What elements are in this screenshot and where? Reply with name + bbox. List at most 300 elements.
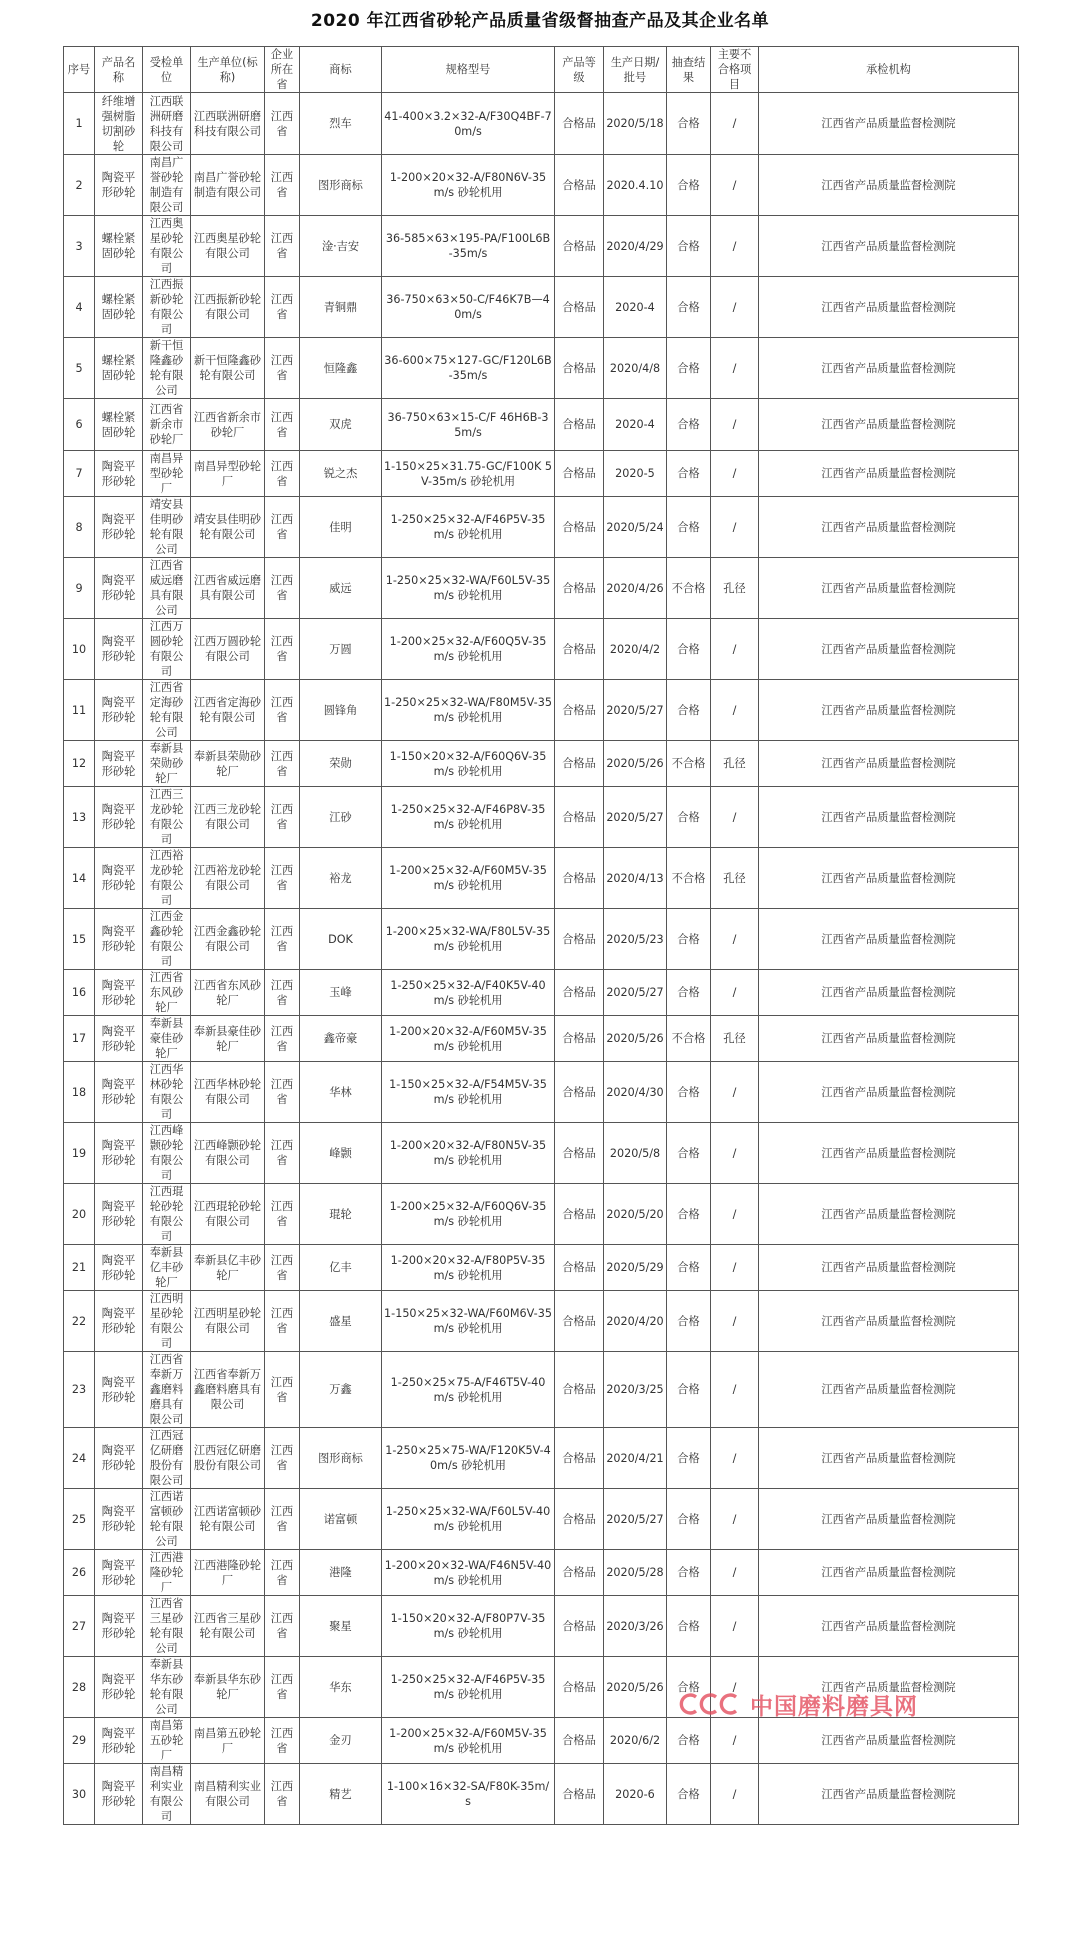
table-cell: / xyxy=(711,155,759,216)
table-cell: 江西省产品质量监督检测院 xyxy=(759,1428,1019,1489)
table-cell: 合格 xyxy=(667,1291,711,1352)
table-cell: 陶瓷平形砂轮 xyxy=(95,1428,143,1489)
table-cell: 江西省产品质量监督检测院 xyxy=(759,1184,1019,1245)
table-cell: 万圆 xyxy=(300,619,382,680)
table-cell: 合格 xyxy=(667,277,711,338)
table-cell: 陶瓷平形砂轮 xyxy=(95,787,143,848)
table-cell: 1-250×25×75-WA/F120K5V-40m/s 砂轮机用 xyxy=(382,1428,555,1489)
table-cell: 江西省 xyxy=(265,497,300,558)
table-cell: 江砂 xyxy=(300,787,382,848)
table-cell: 合格 xyxy=(667,399,711,451)
table-cell: 江西省 xyxy=(265,970,300,1016)
table-cell: 合格 xyxy=(667,1718,711,1764)
table-cell: 7 xyxy=(64,451,95,497)
table-cell: 新干恒隆鑫砂轮有限公司 xyxy=(143,338,191,399)
table-cell: 合格 xyxy=(667,1062,711,1123)
table-cell: 江西省产品质量监督检测院 xyxy=(759,399,1019,451)
table-cell: 江西诺富顿砂轮有限公司 xyxy=(143,1489,191,1550)
table-cell: 合格品 xyxy=(555,1550,604,1596)
table-cell: 合格品 xyxy=(555,1184,604,1245)
table-cell: / xyxy=(711,338,759,399)
table-cell: 1-250×25×32-A/F46P8V-35m/s 砂轮机用 xyxy=(382,787,555,848)
table-cell: 江西省 xyxy=(265,277,300,338)
table-cell: 江西明星砂轮有限公司 xyxy=(143,1291,191,1352)
table-cell: 江西省产品质量监督检测院 xyxy=(759,680,1019,741)
table-cell: 金刃 xyxy=(300,1718,382,1764)
table-cell: / xyxy=(711,1245,759,1291)
table-cell: 2020/4/2 xyxy=(604,619,667,680)
table-cell: 螺栓紧固砂轮 xyxy=(95,216,143,277)
header-cell: 序号 xyxy=(64,47,95,93)
table-cell: DOK xyxy=(300,909,382,970)
table-cell: 江西省 xyxy=(265,1718,300,1764)
table-cell: 江西省 xyxy=(265,787,300,848)
table-cell: 2020-6 xyxy=(604,1764,667,1825)
table-cell: 万鑫 xyxy=(300,1352,382,1428)
table-cell: 新干恒隆鑫砂轮有限公司 xyxy=(191,338,265,399)
table-cell: 江西省产品质量监督检测院 xyxy=(759,558,1019,619)
table-cell: 14 xyxy=(64,848,95,909)
table-cell: 裕龙 xyxy=(300,848,382,909)
table-cell: 奉新县华东砂轮有限公司 xyxy=(143,1657,191,1718)
table-cell: 21 xyxy=(64,1245,95,1291)
table-cell: / xyxy=(711,1657,759,1718)
table-cell: 江西省产品质量监督检测院 xyxy=(759,451,1019,497)
header-cell: 承检机构 xyxy=(759,47,1019,93)
table-cell: 江西省东风砂轮厂 xyxy=(191,970,265,1016)
table-cell: 合格 xyxy=(667,1657,711,1718)
table-cell: 合格品 xyxy=(555,1764,604,1825)
table-cell: 陶瓷平形砂轮 xyxy=(95,1489,143,1550)
table-cell: 江西省 xyxy=(265,558,300,619)
table-cell: 陶瓷平形砂轮 xyxy=(95,558,143,619)
table-cell: 4 xyxy=(64,277,95,338)
table-cell: 淦·吉安 xyxy=(300,216,382,277)
table-cell: 江西省产品质量监督检测院 xyxy=(759,1245,1019,1291)
table-cell: 图形商标 xyxy=(300,1428,382,1489)
table-cell: 合格品 xyxy=(555,497,604,558)
table-cell: 1-200×20×32-A/F80P5V-35m/s 砂轮机用 xyxy=(382,1245,555,1291)
table-cell: / xyxy=(711,93,759,155)
table-cell: / xyxy=(711,277,759,338)
table-cell: 江西省产品质量监督检测院 xyxy=(759,741,1019,787)
table-cell: 合格 xyxy=(667,1428,711,1489)
table-cell: 1-200×25×32-A/F60Q6V-35m/s 砂轮机用 xyxy=(382,1184,555,1245)
table-cell: 1-250×25×32-A/F40K5V-40m/s 砂轮机用 xyxy=(382,970,555,1016)
table-cell: 江西联洲研磨科技有限公司 xyxy=(191,93,265,155)
table-cell: 36-600×75×127-GC/F120L6B-35m/s xyxy=(382,338,555,399)
table-cell: 2020/5/27 xyxy=(604,787,667,848)
table-row xyxy=(64,1291,1019,1352)
table-cell: 江西省产品质量监督检测院 xyxy=(759,970,1019,1016)
table-cell: 1-200×20×32-A/F60M5V-35m/s 砂轮机用 xyxy=(382,1016,555,1062)
table-cell: 陶瓷平形砂轮 xyxy=(95,1657,143,1718)
table-cell: 螺栓紧固砂轮 xyxy=(95,399,143,451)
table-cell: 江西省 xyxy=(265,1016,300,1062)
table-cell: 江西省产品质量监督检测院 xyxy=(759,1352,1019,1428)
table-cell: 南昌第五砂轮厂 xyxy=(191,1718,265,1764)
table-cell: 合格 xyxy=(667,216,711,277)
table-cell: 2020/4/8 xyxy=(604,338,667,399)
table-cell: 合格 xyxy=(667,1184,711,1245)
table-cell: 36-585×63×195-PA/F100L6B-35m/s xyxy=(382,216,555,277)
table-cell: 合格品 xyxy=(555,451,604,497)
table-cell: 陶瓷平形砂轮 xyxy=(95,1016,143,1062)
table-cell: 10 xyxy=(64,619,95,680)
table-cell: 陶瓷平形砂轮 xyxy=(95,497,143,558)
table-cell: 1-150×20×32-A/F60Q6V-35m/s 砂轮机用 xyxy=(382,741,555,787)
table-cell: 29 xyxy=(64,1718,95,1764)
table-cell: 江西省定海砂轮有限公司 xyxy=(143,680,191,741)
table-cell: 2020/6/2 xyxy=(604,1718,667,1764)
table-cell: 江西省 xyxy=(265,1245,300,1291)
table-row xyxy=(64,558,1019,619)
table-cell: 陶瓷平形砂轮 xyxy=(95,741,143,787)
table-cell: 2020-4 xyxy=(604,277,667,338)
table-cell: / xyxy=(711,216,759,277)
table-cell: 奉新县荣勋砂轮厂 xyxy=(191,741,265,787)
table-cell: 圆锋角 xyxy=(300,680,382,741)
table-row xyxy=(64,787,1019,848)
table-cell: 合格 xyxy=(667,619,711,680)
table-cell: 合格品 xyxy=(555,741,604,787)
table-cell: 江西省新余市砂轮厂 xyxy=(191,399,265,451)
table-row xyxy=(64,848,1019,909)
table-cell: 1-200×25×32-WA/F80L5V-35m/s 砂轮机用 xyxy=(382,909,555,970)
table-cell: 江西省 xyxy=(265,741,300,787)
table-cell: 2 xyxy=(64,155,95,216)
table-cell: 鑫帝豪 xyxy=(300,1016,382,1062)
table-cell: 2020/5/26 xyxy=(604,1657,667,1718)
table-cell: 合格 xyxy=(667,680,711,741)
header-cell: 产品名称 xyxy=(95,47,143,93)
table-cell: 2020/4/21 xyxy=(604,1428,667,1489)
table-cell: 2020.4.10 xyxy=(604,155,667,216)
table-cell: 8 xyxy=(64,497,95,558)
table-cell: 17 xyxy=(64,1016,95,1062)
table-cell: 合格 xyxy=(667,1489,711,1550)
table-cell: 不合格 xyxy=(667,741,711,787)
table-row xyxy=(64,155,1019,216)
table-cell: 琨轮 xyxy=(300,1184,382,1245)
table-row xyxy=(64,451,1019,497)
table-cell: 江西省产品质量监督检测院 xyxy=(759,93,1019,155)
table-cell: 合格品 xyxy=(555,1123,604,1184)
table-cell: 江西省 xyxy=(265,338,300,399)
table-cell: / xyxy=(711,1764,759,1825)
table-cell: 江西省 xyxy=(265,909,300,970)
table-cell: 锐之杰 xyxy=(300,451,382,497)
table-cell: 江西万圆砂轮有限公司 xyxy=(191,619,265,680)
table-cell: 陶瓷平形砂轮 xyxy=(95,1718,143,1764)
table-cell: 靖安县佳明砂轮有限公司 xyxy=(191,497,265,558)
table-cell: 双虎 xyxy=(300,399,382,451)
table-cell: 41-400×3.2×32-A/F30Q4BF-70m/s xyxy=(382,93,555,155)
table-cell: 1-200×20×32-WA/F46N5V-40m/s 砂轮机用 xyxy=(382,1550,555,1596)
table-cell: 孔径 xyxy=(711,558,759,619)
table-row xyxy=(64,619,1019,680)
table-cell: 江西省 xyxy=(265,1062,300,1123)
table-cell: 1-100×16×32-SA/F80K-35m/s xyxy=(382,1764,555,1825)
table-cell: 江西省 xyxy=(265,1428,300,1489)
table-cell: 江西振新砂轮有限公司 xyxy=(191,277,265,338)
table-cell: 江西省 xyxy=(265,1596,300,1657)
table-cell: 2020/5/20 xyxy=(604,1184,667,1245)
table-cell: 江西省 xyxy=(265,93,300,155)
table-row xyxy=(64,1718,1019,1764)
table-cell: 22 xyxy=(64,1291,95,1352)
table-cell: 合格 xyxy=(667,1245,711,1291)
table-cell: 合格品 xyxy=(555,619,604,680)
table-cell: 江西省奉新万鑫磨料磨具有限公司 xyxy=(191,1352,265,1428)
table-cell: 陶瓷平形砂轮 xyxy=(95,155,143,216)
table-row xyxy=(64,1016,1019,1062)
table-cell: 江西省产品质量监督检测院 xyxy=(759,216,1019,277)
table-cell: / xyxy=(711,497,759,558)
table-cell: 江西省产品质量监督检测院 xyxy=(759,1596,1019,1657)
table-cell: 南昌广誉砂轮制造有限公司 xyxy=(191,155,265,216)
table-cell: 江西省产品质量监督检测院 xyxy=(759,155,1019,216)
header-cell: 规格型号 xyxy=(382,47,555,93)
header-cell: 抽查结果 xyxy=(667,47,711,93)
table-cell: 36-750×63×15-C/F 46H6B-35m/s xyxy=(382,399,555,451)
table-cell: 合格品 xyxy=(555,1428,604,1489)
table-cell: 江西冠亿研磨股份有限公司 xyxy=(191,1428,265,1489)
table-cell: 江西金鑫砂轮有限公司 xyxy=(191,909,265,970)
table-cell: 江西省产品质量监督检测院 xyxy=(759,848,1019,909)
table-cell: 诺富顿 xyxy=(300,1489,382,1550)
header-cell: 生产单位(标称) xyxy=(191,47,265,93)
table-cell: 孔径 xyxy=(711,1016,759,1062)
table-cell: / xyxy=(711,1596,759,1657)
table-cell: 江西省产品质量监督检测院 xyxy=(759,1489,1019,1550)
table-cell: 1-200×20×32-A/F80N6V-35m/s 砂轮机用 xyxy=(382,155,555,216)
table-cell: 江西省产品质量监督检测院 xyxy=(759,1062,1019,1123)
table-cell: 18 xyxy=(64,1062,95,1123)
table-cell: 陶瓷平形砂轮 xyxy=(95,1123,143,1184)
table-cell: 江西省 xyxy=(265,399,300,451)
table-cell: 奉新县荣勋砂轮厂 xyxy=(143,741,191,787)
table-cell: 陶瓷平形砂轮 xyxy=(95,1062,143,1123)
table-cell: 合格品 xyxy=(555,155,604,216)
table-cell: / xyxy=(711,909,759,970)
table-cell: / xyxy=(711,399,759,451)
table-cell: 华林 xyxy=(300,1062,382,1123)
table-cell: 合格品 xyxy=(555,558,604,619)
table-cell: 南昌异型砂轮厂 xyxy=(191,451,265,497)
header-cell: 产品等级 xyxy=(555,47,604,93)
table-cell: 陶瓷平形砂轮 xyxy=(95,1596,143,1657)
table-cell: 螺栓紧固砂轮 xyxy=(95,338,143,399)
table-cell: 港隆 xyxy=(300,1550,382,1596)
table-cell: 陶瓷平形砂轮 xyxy=(95,1291,143,1352)
header-cell: 商标 xyxy=(300,47,382,93)
table-cell: 江西省 xyxy=(265,1352,300,1428)
table-cell: 江西省产品质量监督检测院 xyxy=(759,1123,1019,1184)
table-cell: 陶瓷平形砂轮 xyxy=(95,1764,143,1825)
table-cell: 26 xyxy=(64,1550,95,1596)
table-cell: 奉新县豪佳砂轮厂 xyxy=(143,1016,191,1062)
table-cell: 合格 xyxy=(667,451,711,497)
table-row xyxy=(64,741,1019,787)
table-cell: 江西港隆砂轮厂 xyxy=(191,1550,265,1596)
table-cell: 恒隆鑫 xyxy=(300,338,382,399)
table-cell: 江西诺富顿砂轮有限公司 xyxy=(191,1489,265,1550)
table-cell: / xyxy=(711,1352,759,1428)
watermark-text: 中国磨料磨具网 xyxy=(750,1693,918,1720)
table-cell: 精艺 xyxy=(300,1764,382,1825)
table-cell: 盛星 xyxy=(300,1291,382,1352)
table-cell: 合格 xyxy=(667,338,711,399)
table-cell: 陶瓷平形砂轮 xyxy=(95,1245,143,1291)
watermark-logo-icon xyxy=(676,1691,746,1717)
table-cell: 江西省产品质量监督检测院 xyxy=(759,619,1019,680)
table-row xyxy=(64,1428,1019,1489)
table-cell: / xyxy=(711,1062,759,1123)
table-cell: 江西省三星砂轮有限公司 xyxy=(143,1596,191,1657)
page-title: 2020 年江西省砂轮产品质量省级督抽查产品及其企业名单 xyxy=(310,11,770,31)
table-cell: 1-250×25×32-WA/F60L5V-35m/s 砂轮机用 xyxy=(382,558,555,619)
table-cell: / xyxy=(711,619,759,680)
table-cell: 2020/4/20 xyxy=(604,1291,667,1352)
table-cell: 合格品 xyxy=(555,216,604,277)
table-cell: 江西省定海砂轮有限公司 xyxy=(191,680,265,741)
table-row xyxy=(64,1489,1019,1550)
table-cell: 11 xyxy=(64,680,95,741)
table-cell: 江西明星砂轮有限公司 xyxy=(191,1291,265,1352)
table-cell: 2020/5/26 xyxy=(604,741,667,787)
table-row xyxy=(64,216,1019,277)
table-row xyxy=(64,497,1019,558)
table-row xyxy=(64,399,1019,451)
table-cell: 19 xyxy=(64,1123,95,1184)
table-cell: 合格品 xyxy=(555,1657,604,1718)
table-cell: 2020/4/13 xyxy=(604,848,667,909)
table-cell: 江西峰颢砂轮有限公司 xyxy=(191,1123,265,1184)
table-cell: 江西金鑫砂轮有限公司 xyxy=(143,909,191,970)
header-cell: 生产日期/批号 xyxy=(604,47,667,93)
table-cell: 2020/4/30 xyxy=(604,1062,667,1123)
table-cell: 陶瓷平形砂轮 xyxy=(95,1352,143,1428)
table-cell: 陶瓷平形砂轮 xyxy=(95,1184,143,1245)
table-cell: 江西振新砂轮有限公司 xyxy=(143,277,191,338)
table-cell: 江西省产品质量监督检测院 xyxy=(759,787,1019,848)
table-cell: 南昌精利实业有限公司 xyxy=(191,1764,265,1825)
table-cell: 江西省新余市砂轮厂 xyxy=(143,399,191,451)
table-cell: 聚星 xyxy=(300,1596,382,1657)
table-cell: / xyxy=(711,1123,759,1184)
table-cell: 1-250×25×32-A/F46P5V-35m/s 砂轮机用 xyxy=(382,1657,555,1718)
table-cell: 合格品 xyxy=(555,338,604,399)
table-cell: 合格品 xyxy=(555,970,604,1016)
table-row xyxy=(64,1550,1019,1596)
table-cell: 江西裕龙砂轮有限公司 xyxy=(143,848,191,909)
table-cell: 合格 xyxy=(667,1596,711,1657)
table-cell: / xyxy=(711,1184,759,1245)
table-cell: 靖安县佳明砂轮有限公司 xyxy=(143,497,191,558)
table-cell: 江西万圆砂轮有限公司 xyxy=(143,619,191,680)
table-cell: 江西华林砂轮有限公司 xyxy=(191,1062,265,1123)
table-row xyxy=(64,1352,1019,1428)
table-cell: 合格 xyxy=(667,155,711,216)
table-cell: 江西省产品质量监督检测院 xyxy=(759,277,1019,338)
table-cell: 江西省 xyxy=(265,451,300,497)
table-cell: 江西裕龙砂轮有限公司 xyxy=(191,848,265,909)
table-cell: 9 xyxy=(64,558,95,619)
table-cell: / xyxy=(711,787,759,848)
table-cell: 烈车 xyxy=(300,93,382,155)
table-cell: 奉新县华东砂轮厂 xyxy=(191,1657,265,1718)
table-cell: / xyxy=(711,970,759,1016)
table-row xyxy=(64,93,1019,155)
table-cell: 南昌精利实业有限公司 xyxy=(143,1764,191,1825)
table-cell: 20 xyxy=(64,1184,95,1245)
table-cell: 江西省产品质量监督检测院 xyxy=(759,1764,1019,1825)
table-cell: 合格 xyxy=(667,787,711,848)
table-cell: 23 xyxy=(64,1352,95,1428)
header-cell: 主要不合格项目 xyxy=(711,47,759,93)
table-cell: 江西省 xyxy=(265,848,300,909)
table-cell: 华东 xyxy=(300,1657,382,1718)
table-cell: 1-150×25×32-A/F54M5V-35m/s 砂轮机用 xyxy=(382,1062,555,1123)
table-cell: 江西省产品质量监督检测院 xyxy=(759,1016,1019,1062)
table-cell: 2020/4/29 xyxy=(604,216,667,277)
table-cell: 江西省 xyxy=(265,1657,300,1718)
table-cell: 合格 xyxy=(667,1123,711,1184)
table-cell: 江西省 xyxy=(265,1123,300,1184)
table-cell: 5 xyxy=(64,338,95,399)
table-cell: 江西省产品质量监督检测院 xyxy=(759,909,1019,970)
table-cell: 陶瓷平形砂轮 xyxy=(95,451,143,497)
table-cell: 合格 xyxy=(667,1764,711,1825)
table-cell: 2020/5/18 xyxy=(604,93,667,155)
table-cell: 陶瓷平形砂轮 xyxy=(95,909,143,970)
table-cell: 2020/5/23 xyxy=(604,909,667,970)
table-cell: 奉新县豪佳砂轮厂 xyxy=(191,1016,265,1062)
table-cell: 1-200×25×32-A/F60M5V-35m/s 砂轮机用 xyxy=(382,1718,555,1764)
table-cell: 合格品 xyxy=(555,1062,604,1123)
table-cell: 合格品 xyxy=(555,1016,604,1062)
table-cell: 陶瓷平形砂轮 xyxy=(95,848,143,909)
table-row xyxy=(64,1123,1019,1184)
table-cell: 合格品 xyxy=(555,93,604,155)
table-cell: 16 xyxy=(64,970,95,1016)
table-cell: 30 xyxy=(64,1764,95,1825)
watermark xyxy=(676,1686,918,1722)
table-cell: 2020/5/27 xyxy=(604,680,667,741)
table-cell: 江西琨轮砂轮有限公司 xyxy=(191,1184,265,1245)
table-cell: 南昌异型砂轮厂 xyxy=(143,451,191,497)
table-cell: 江西省 xyxy=(265,216,300,277)
table-cell: 江西省 xyxy=(265,1184,300,1245)
table-cell: 27 xyxy=(64,1596,95,1657)
table-cell: 江西省 xyxy=(265,680,300,741)
table-cell: 佳明 xyxy=(300,497,382,558)
table-cell: 江西联洲研磨科技有限公司 xyxy=(143,93,191,155)
table-cell: 江西省 xyxy=(265,619,300,680)
table-cell: 1-250×25×32-WA/F60L5V-40m/s 砂轮机用 xyxy=(382,1489,555,1550)
table-row xyxy=(64,1062,1019,1123)
table-cell: 江西省 xyxy=(265,155,300,216)
table-cell: 2020-4 xyxy=(604,399,667,451)
table-cell: 2020/5/27 xyxy=(604,1489,667,1550)
table-row xyxy=(64,680,1019,741)
table-cell: 江西省 xyxy=(265,1764,300,1825)
table-cell: / xyxy=(711,1489,759,1550)
table-cell: 江西省产品质量监督检测院 xyxy=(759,1718,1019,1764)
table-header-row xyxy=(64,47,1019,93)
table-cell: 江西省 xyxy=(265,1550,300,1596)
